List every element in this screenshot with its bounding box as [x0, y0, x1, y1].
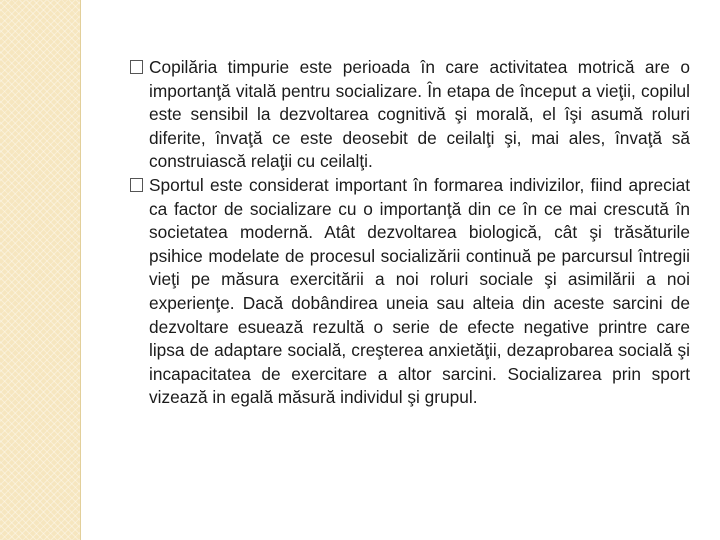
paragraph-early-childhood: [130, 56, 690, 174]
decorative-side-band: [0, 0, 80, 540]
paragraph-text: Copilăria timpurie este perioada în care activitatea motrică are o importanţă vitală pentru socializare. În etapa de început a vieţii, copilul este sensibil la dezvoltarea cognitivă şi morală, el îşi asumă roluri diferite, învaţă ce este deosebit de ceilalţi şi, mai ales, învaţă să construiască relaţii cu ceilalţi.: [149, 57, 690, 172]
paragraph-text: Sportul este considerat important în formarea indivizilor, fiind apreciat ca factor de socializare cu o importanţă din ce în ce mai crescută în societatea modernă. Atât dezvoltarea biologică, cât şi trăsăturile psihice modelate de procesul socializării continuă pe parcursul întregii vieţi pe măsura exercitării a noi roluri sociale şi asimilării a noi experienţe. Dacă dobândirea uneia sau alteia din aceste sarcini de dezvoltare esuează rezultă o serie de efecte negative printre care lipsa de adaptare socială, creşterea anxietăţii, dezaprobarea socială şi incapacitatea de exercitare a altor sarcini. Socializarea prin sport vizează in egală măsură individul şi grupul.: [149, 174, 690, 408]
square-bullet-icon: [130, 178, 143, 192]
square-bullet-icon: [130, 60, 143, 74]
slide-content: [130, 56, 690, 410]
side-band-divider: [80, 0, 81, 540]
paragraph-sport-socialization: [130, 174, 690, 410]
